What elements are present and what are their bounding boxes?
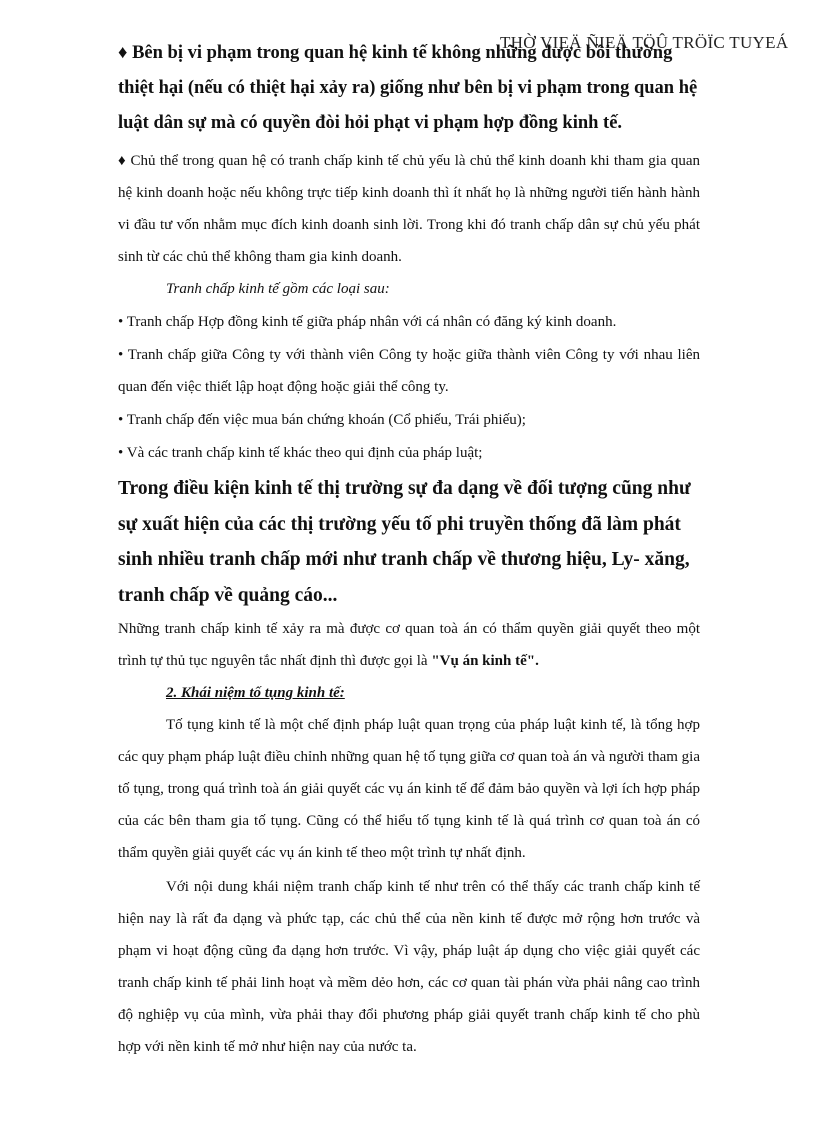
section-2-paragraph-1: Tố tụng kinh tế là một chế định pháp luật quan trọng của pháp luật kinh tế, là tổng hợp các quy phạm pháp luật điều chỉnh những quan hệ tố tụng giữa cơ quan toà án và người tham gia tố tụng, trong quá trình toà án giải quyết các vụ án kinh tế để đảm bảo quyền và lợi ích hợp pháp của các bên tham gia tố tụng. Cũng có thể hiểu tố tụng kinh tế là quá trình cơ quan toà án có thẩm quyền giải quyết các vụ án kinh tế theo một trình tự nhất định.	[118, 717, 700, 861]
document-body	[118, 36, 700, 1063]
case-term: "Vụ án kinh tế".	[431, 653, 539, 669]
subject-paragraph: ♦ Chủ thể trong quan hệ có tranh chấp kinh tế chủ yếu là chủ thể kinh doanh khi tham gia quan hệ kinh doanh hoặc nếu không trực tiếp kinh doanh thì ít nhất họ là những người tiến hành hành vi đầu tư vốn nhằm mục đích kinh doanh sinh lời. Trong khi đó tranh chấp dân sự chủ yếu phát sinh từ các chủ thể không tham gia kinh doanh.	[118, 153, 700, 265]
header-watermark: THỜ VIEÄ ÑIEÄ TÖÛ TRÖÏC TUYEÁ	[500, 33, 789, 52]
case-definition-paragraph	[118, 613, 700, 677]
bullet-item-contract: • Tranh chấp Hợp đồng kinh tế giữa pháp nhân với cá nhân có đăng ký kinh doanh.	[118, 314, 617, 330]
bullet-item-other: • Và các tranh chấp kinh tế khác theo qui định của pháp luật;	[118, 445, 483, 461]
section-2-heading: 2. Khái niệm tố tụng kinh tế:	[166, 685, 345, 701]
market-bold-paragraph: Trong điều kiện kinh tế thị trường sự đa dạng về đối tượng cũng như sự xuất hiện của các thị trường yếu tố phi truyền thống đã làm phát sinh nhiều tranh chấp mới như tranh chấp về thương hiệu, Ly- xăng, tranh chấp về quảng cáo...	[118, 478, 691, 606]
intro-bold-paragraph: ♦ Bên bị vi phạm trong quan hệ kinh tế không những được bồi thường thiệt hại (nếu có thiệt hại xảy ra) giống như bên bị vi phạm trong quan hệ luật dân sự mà có quyền đòi hỏi phạt vi phạm hợp đồng kinh tế.	[118, 43, 698, 133]
section-2-paragraph-2: Với nội dung khái niệm tranh chấp kinh tế như trên có thể thấy các tranh chấp kinh tế hiện nay là rất đa dạng và phức tạp, các chủ thể của nền kinh tế được mở rộng hơn trước và phạm vi hoạt động cũng đa dạng hơn trước. Vì vậy, pháp luật áp dụng cho việc giải quyết các tranh chấp kinh tế phải linh hoạt và mềm dẻo hơn, các cơ quan tài phán vừa phải nâng cao trình độ nghiệp vụ của mình, vừa phải thay đổi phương pháp giải quyết tranh chấp kinh tế cho phù hợp với nền kinh tế mở như hiện nay của nước ta.	[118, 879, 700, 1055]
types-heading: Tranh chấp kinh tế gồm các loại sau:	[166, 281, 390, 297]
bullet-item-securities: • Tranh chấp đến việc mua bán chứng khoán (Cổ phiếu, Trái phiếu);	[118, 412, 526, 428]
bullet-item-company: • Tranh chấp giữa Công ty với thành viên Công ty hoặc giữa thành viên Công ty với nhau liên quan đến việc thiết lập hoạt động hoặc giải thể công ty.	[118, 347, 700, 395]
case-definition-text: Những tranh chấp kinh tế xảy ra mà được cơ quan toà án có thẩm quyền giải quyết theo một trình tự thủ tục nguyên tắc nhất định thì được gọi là	[118, 621, 700, 669]
